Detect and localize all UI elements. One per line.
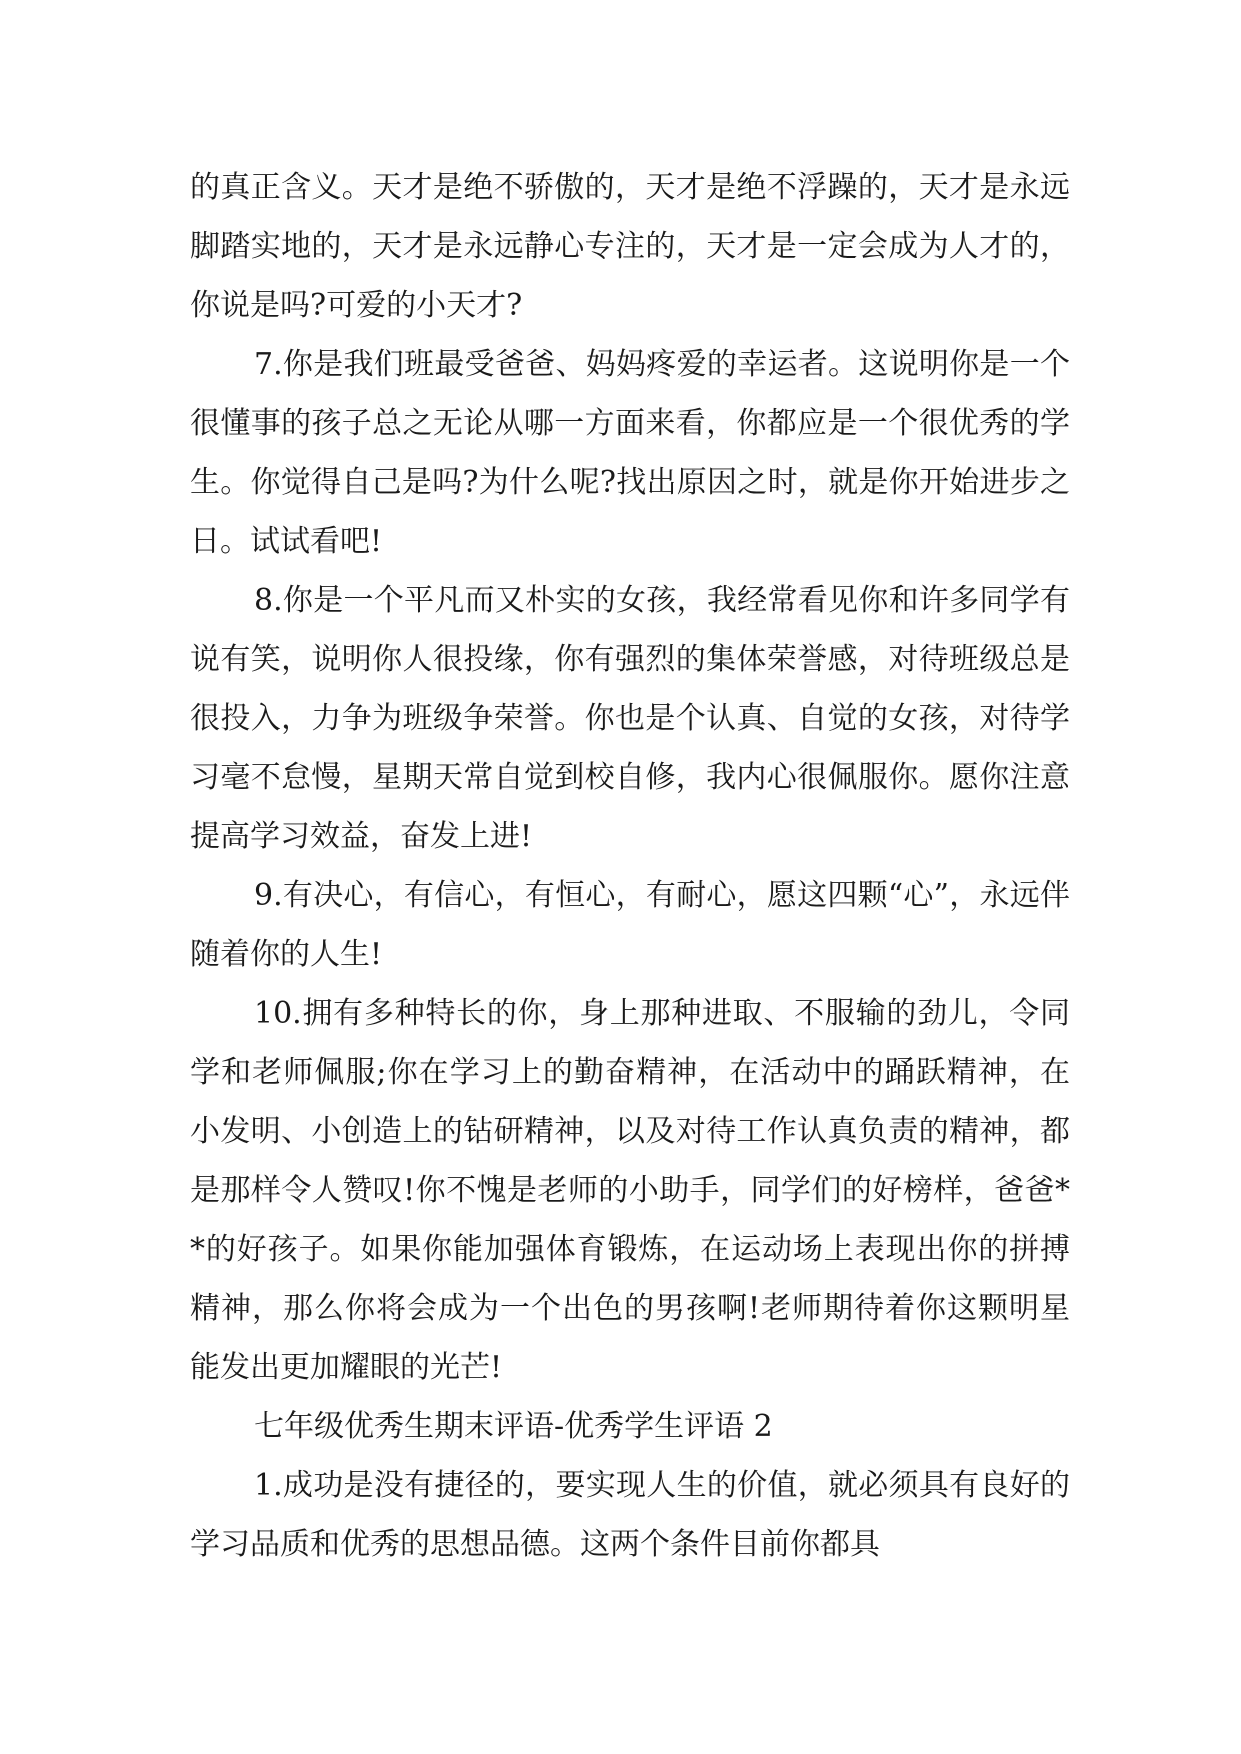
paragraph-item-9: 9.有决心，有信心，有恒心，有耐心，愿这四颗“心”，永远伴随着你的人生! — [190, 878, 1070, 972]
paragraph-item-8: 8.你是一个平凡而又朴实的女孩，我经常看见你和许多同学有说有笑，说明你人很投缘，你有强烈的集体荣誉感，对待班级总是很投入，力争为班级争荣誉。你也是个认真、自觉的女孩，对待学习毫不怠慢，星期天常自觉到校自修，我内心很佩服你。愿你注意提高学习效益，奋发上进! — [190, 583, 1070, 854]
paragraph-continuation: 的真正含义。天才是绝不骄傲的，天才是绝不浮躁的，天才是永远脚踏实地的，天才是永远静心专注的，天才是一定会成为人才的，你说是吗?可爱的小天才? — [190, 170, 1070, 323]
paragraph-item-1: 1.成功是没有捷径的，要实现人生的价值，就必须具有良好的学习品质和优秀的思想品德。这两个条件目前你都具 — [190, 1468, 1070, 1562]
paragraph-item-7: 7.你是我们班最受爸爸、妈妈疼爱的幸运者。这说明你是一个很懂事的孩子总之无论从哪一方面来看，你都应是一个很优秀的学生。你觉得自己是吗?为什么呢?找出原因之时，就是你开始进步之日。试试看吧! — [190, 347, 1070, 559]
paragraph-item-10: 10.拥有多种特长的你，身上那种进取、不服输的劲儿，令同学和老师佩服;你在学习上的勤奋精神，在活动中的踊跃精神，在小发明、小创造上的钻研精神，以及对待工作认真负责的精神，都是那样令人赞叹!你不愧是老师的小助手，同学们的好榜样，爸爸**的好孩子。如果你能加强体育锻炼，在运动场上表现出你的拼搏精神，那么你将会成为一个出色的男孩啊!老师期待着你这颗明星能发出更加耀眼的光芒! — [190, 996, 1070, 1385]
section-heading: 七年级优秀生期末评语-优秀学生评语 2 — [254, 1409, 773, 1444]
document-body — [190, 158, 1070, 1574]
